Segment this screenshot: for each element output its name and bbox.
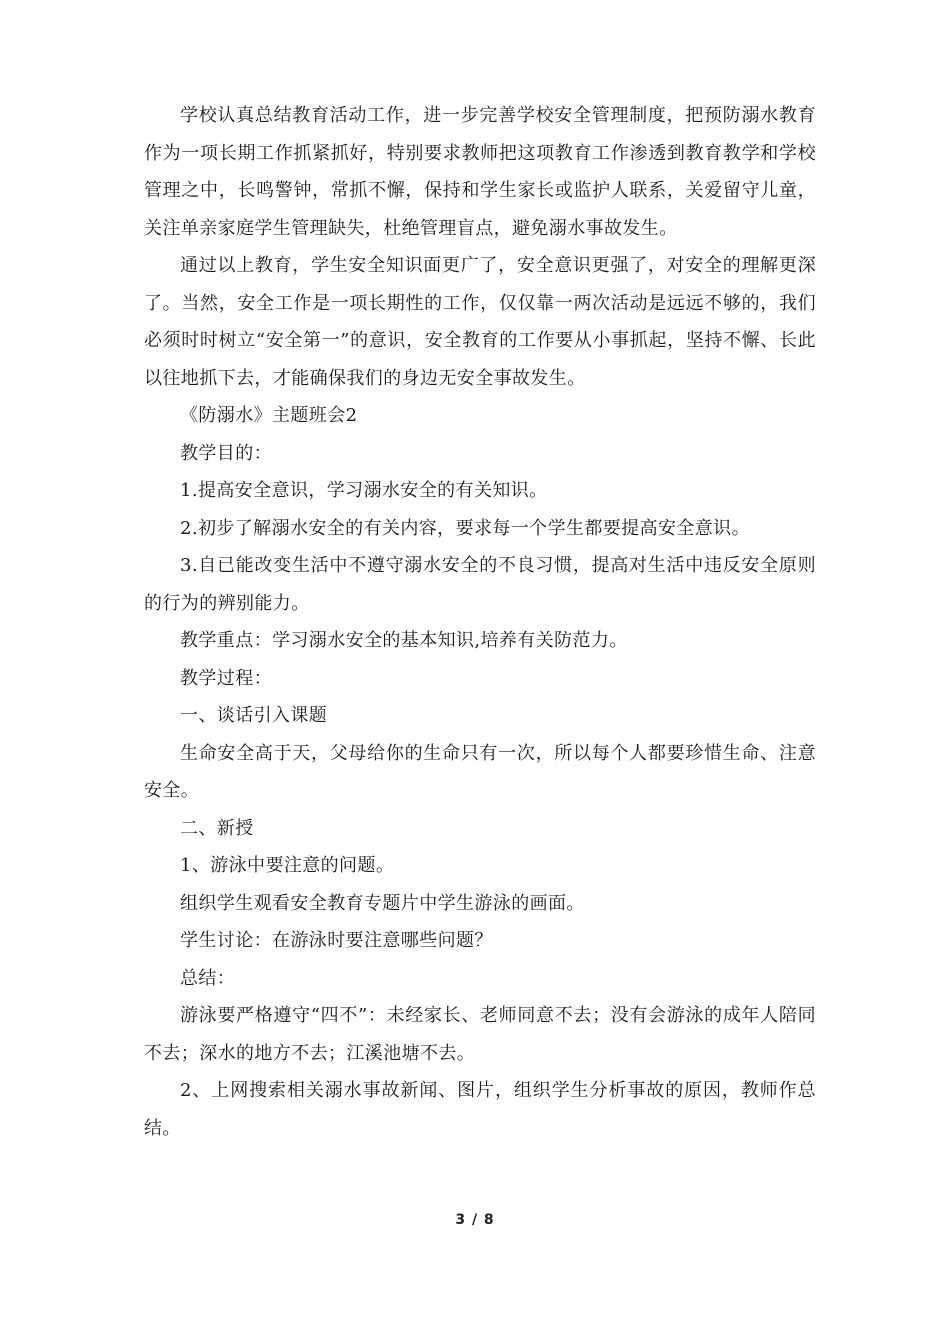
goal-item-3: 3.自已能改变生活中不遵守溺水安全的不良习惯，提高对生活中违反安全原则的行为的辨别能力。 <box>144 555 816 614</box>
teaching-focus: 教学重点：学习溺水安全的基本知识,培养有关防范力。 <box>180 630 628 651</box>
section-title: 《防溺水》主题班会2 <box>180 405 358 426</box>
paragraph-summary: 学校认真总结教育活动工作，进一步完善学校安全管理制度，把预防溺水教育作为一项长期工作抓紧抓好，特别要求教师把这项教育工作渗透到教育教学和学校管理之中，长鸣警钟，常抓不懈，保持和学生家长或监护人联系，关爱留守儿童，关注单亲家庭学生管理缺失，杜绝管理盲点，避免溺水事故发生。 <box>144 105 816 239</box>
document-body <box>144 97 816 1147</box>
subitem-1-activity: 组织学生观看安全教育专题片中学生游泳的画面。 <box>180 892 585 914</box>
page-number: 3 / 8 <box>455 1212 495 1228</box>
subitem-1-summary-text: 游泳要严格遵守“四不”：未经家长、老师同意不去；没有会游泳的成年人陪同不去；深水的地方不去；江溪池塘不去。 <box>144 1005 816 1064</box>
step-1-text: 生命安全高于天，父母给你的生命只有一次，所以每个人都要珍惜生命、注意安全。 <box>144 742 816 801</box>
subitem-1-heading: 1、游泳中要注意的问题。 <box>180 855 395 876</box>
subitem-1-discussion: 学生讨论：在游泳时要注意哪些问题？ <box>180 930 493 951</box>
goal-item-1: 1.提高安全意识，学习溺水安全的有关知识。 <box>180 480 548 501</box>
subitem-1-summary-label: 总结： <box>180 967 236 989</box>
heading-teaching-goals: 教学目的： <box>180 442 272 464</box>
subitem-2-text: 2、上网搜索相关溺水事故新闻、图片，组织学生分析事故的原因，教师作总结。 <box>144 1080 816 1139</box>
step-1-heading: 一、谈话引入课题 <box>180 705 328 726</box>
goal-item-2: 2.初步了解溺水安全的有关内容，要求每一个学生都要提高安全意识。 <box>180 517 750 539</box>
step-2-heading: 二、新授 <box>180 817 254 839</box>
heading-teaching-process: 教学过程： <box>180 667 272 689</box>
paragraph-conclusion: 通过以上教育，学生安全知识面更广了，安全意识更强了，对安全的理解更深了。当然，安全工作是一项长期性的工作，仅仅靠一两次活动是远远不够的，我们必须时时树立“安全第一”的意识，安全教育的工作要从小事抓起，坚持不懈、长此以往地抓下去，才能确保我们的身边无安全事故发生。 <box>144 255 816 389</box>
